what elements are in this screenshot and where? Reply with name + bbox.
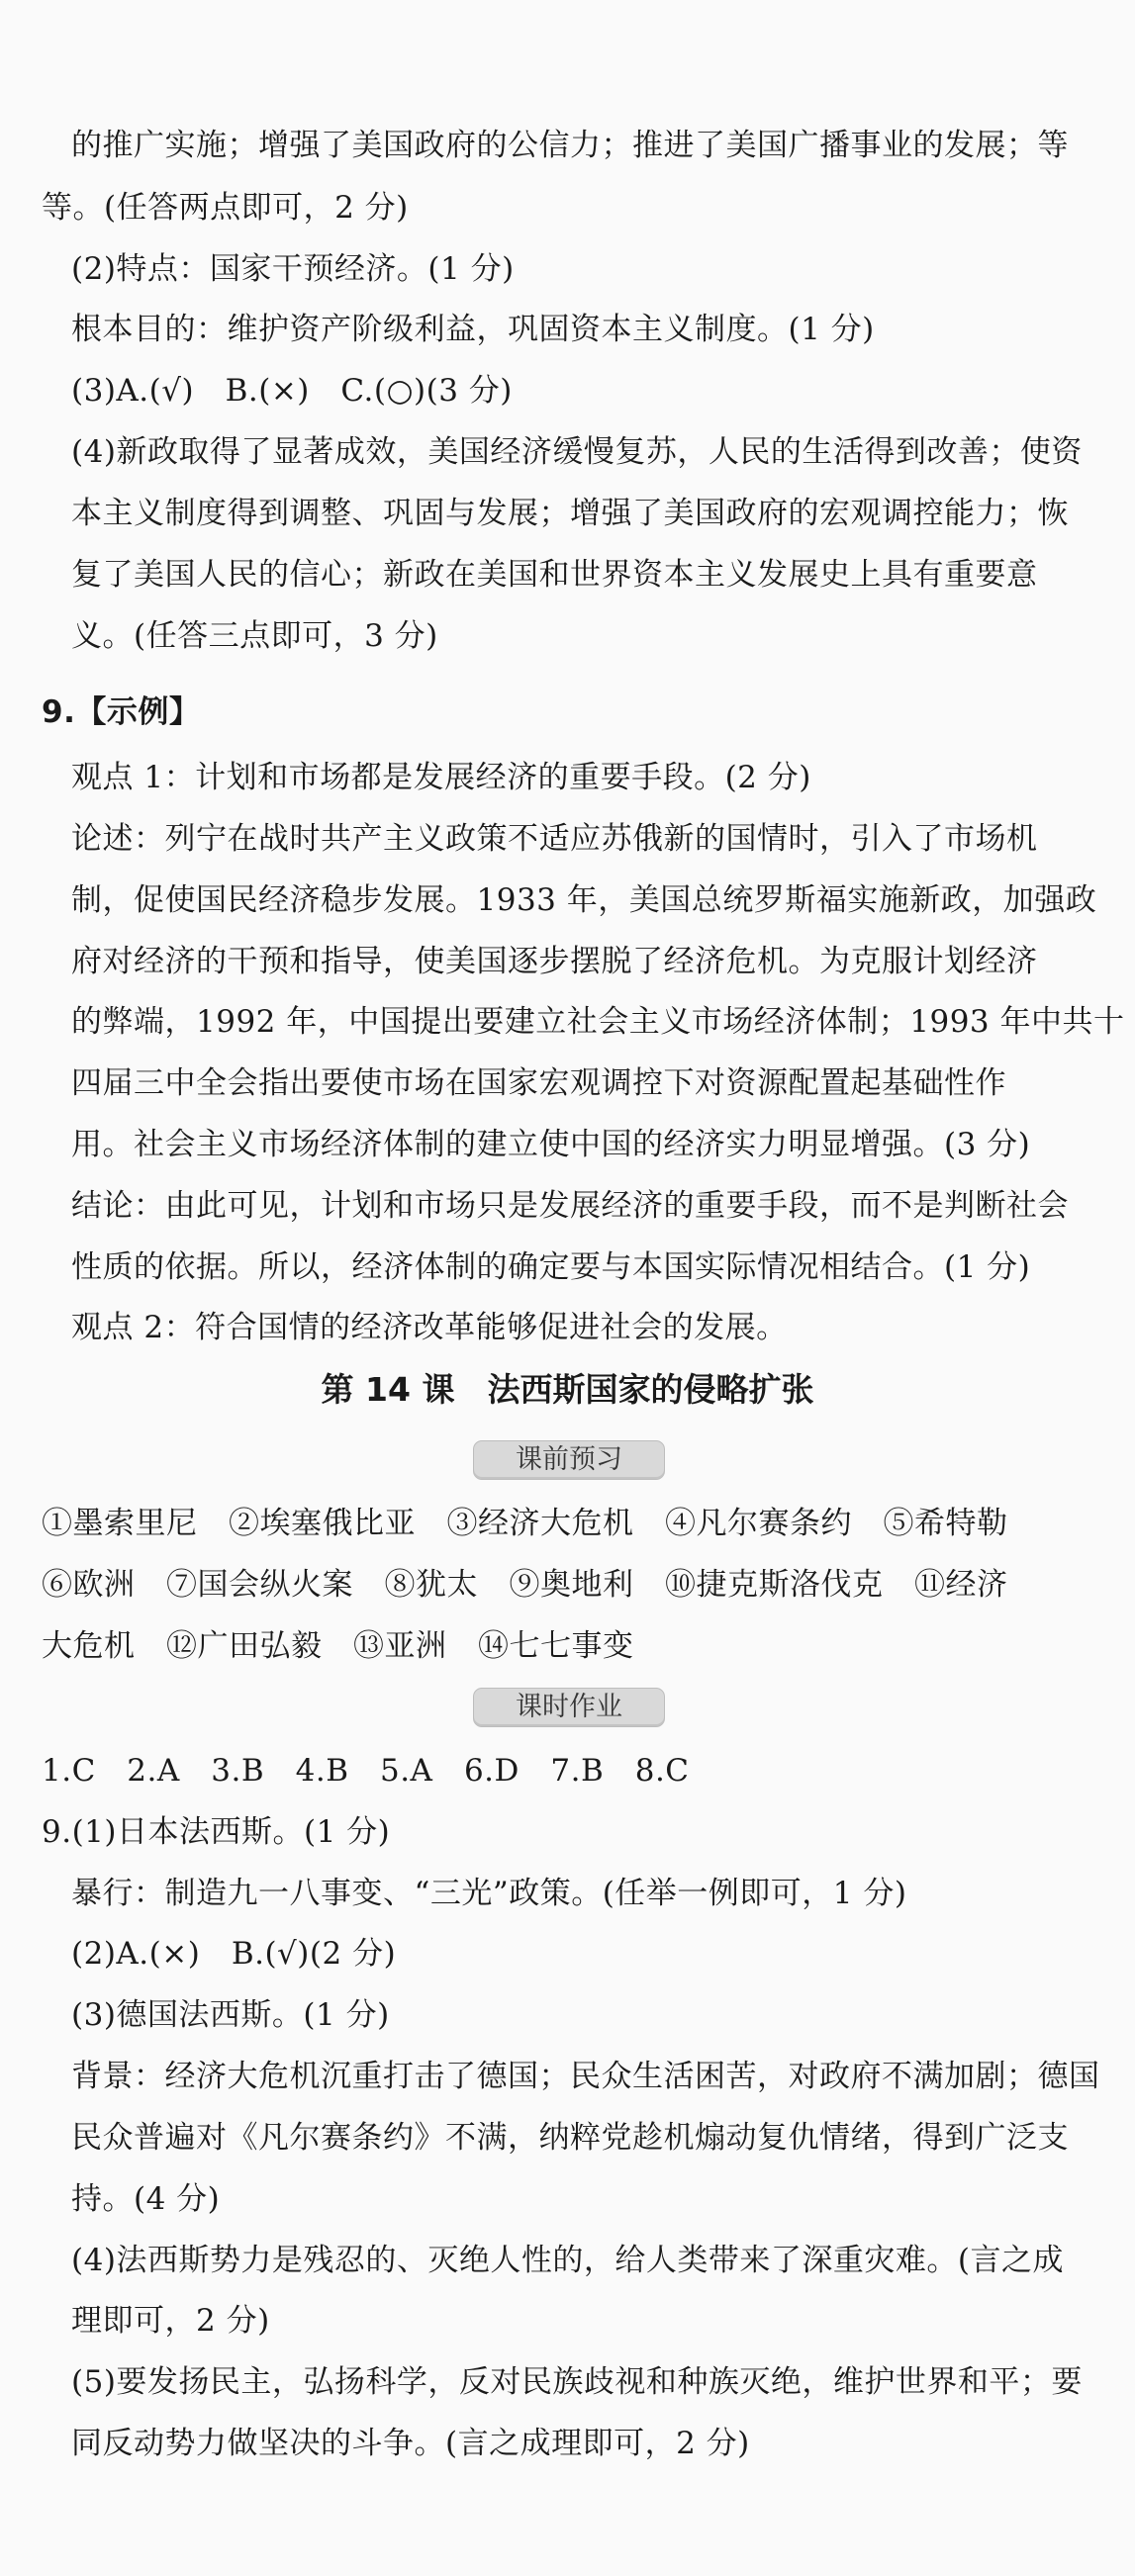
text-line: 9.(1)日本法西斯。(1 分) bbox=[42, 1814, 391, 1850]
text-line: 同反动势力做坚决的斗争。(言之成理即可，2 分) bbox=[71, 2426, 750, 2461]
text-line: (4)新政取得了显著成效，美国经济缓慢复苏，人民的生活得到改善；使资 bbox=[71, 434, 1083, 470]
text-line: (2)A.(×) B.(√)(2 分) bbox=[71, 1936, 397, 1972]
question-heading: 9.【示例】 bbox=[42, 694, 201, 730]
text-line: 持。(4 分) bbox=[71, 2181, 221, 2217]
text-line: (2)特点：国家干预经济。(1 分) bbox=[71, 251, 515, 287]
text-line: 暴行：制造九一八事变、“三光”政策。(任举一例即可，1 分) bbox=[71, 1876, 907, 1911]
text-line: 的弊端，1992 年，中国提出要建立社会主义市场经济体制；1993 年中共十 bbox=[71, 1004, 1125, 1040]
text-line: 四届三中全会指出要使市场在国家宏观调控下对资源配置起基础性作 bbox=[71, 1065, 1006, 1101]
text-line: 本主义制度得到调整、巩固与发展；增强了美国政府的宏观调控能力；恢 bbox=[71, 496, 1069, 531]
text-line: 结论：由此可见，计划和市场只是发展经济的重要手段，而不是判断社会 bbox=[71, 1188, 1069, 1224]
text-line: 大危机 ⑫广田弘毅 ⑬亚洲 ⑭七七事变 bbox=[42, 1628, 634, 1664]
text-line: 民众普遍对《凡尔赛条约》不满，纳粹党趁机煽动复仇情绪，得到广泛支 bbox=[71, 2120, 1069, 2156]
text-line: 理即可，2 分) bbox=[71, 2303, 270, 2339]
text-line: 观点 1：计划和市场都是发展经济的重要手段。(2 分) bbox=[71, 760, 811, 795]
text-line: (5)要发扬民主，弘扬科学，反对民族歧视和种族灭绝，维护世界和平；要 bbox=[71, 2364, 1083, 2400]
text-line: 用。社会主义市场经济体制的建立使中国的经济实力明显增强。(3 分) bbox=[71, 1127, 1031, 1162]
text-line: 性质的依据。所以，经济体制的确定要与本国实际情况相结合。(1 分) bbox=[71, 1249, 1031, 1285]
text-line: 府对经济的干预和指导，使美国逐步摆脱了经济危机。为克服计划经济 bbox=[71, 944, 1038, 979]
text-line: 根本目的：维护资产阶级利益，巩固资本主义制度。(1 分) bbox=[71, 312, 875, 347]
text-line: 义。(任答三点即可，3 分) bbox=[71, 618, 438, 654]
answer-line: 1.C 2.A 3.B 4.B 5.A 6.D 7.B 8.C bbox=[42, 1753, 690, 1789]
text-line: 背景：经济大危机沉重打击了德国；民众生活困苦，对政府不满加剧；德国 bbox=[71, 2059, 1100, 2094]
text-line: 观点 2：符合国情的经济改革能够促进社会的发展。 bbox=[71, 1310, 788, 1345]
text-line: (4)法西斯势力是残忍的、灭绝人性的，给人类带来了深重灾难。(言之成 bbox=[71, 2243, 1065, 2278]
text-line: 制，促使国民经济稳步发展。1933 年，美国总统罗斯福实施新政，加强政 bbox=[71, 882, 1097, 918]
text-line: ⑥欧洲 ⑦国会纵火案 ⑧犹太 ⑨奥地利 ⑩捷克斯洛伐克 ⑪经济 bbox=[42, 1567, 1008, 1603]
homework-badge: 课时作业 bbox=[473, 1688, 665, 1727]
lesson-title: 第 14 课 法西斯国家的侵略扩张 bbox=[321, 1370, 814, 1409]
text-line: 复了美国人民的信心；新政在美国和世界资本主义发展史上具有重要意 bbox=[71, 557, 1038, 593]
text-line: 论述：列宁在战时共产主义政策不适应苏俄新的国情时，引入了市场机 bbox=[71, 821, 1038, 857]
text-line: (3)A.(√) B.(×) C.(○)(3 分) bbox=[71, 373, 513, 409]
text-line: (3)德国法西斯。(1 分) bbox=[71, 1997, 390, 2033]
text-line: ①墨索里尼 ②埃塞俄比亚 ③经济大危机 ④凡尔赛条约 ⑤希特勒 bbox=[42, 1506, 1008, 1541]
text-line: 等。(任答两点即可，2 分) bbox=[42, 190, 409, 226]
text-line: 的推广实施；增强了美国政府的公信力；推进了美国广播事业的发展；等 bbox=[71, 128, 1069, 163]
preview-badge: 课前预习 bbox=[473, 1440, 665, 1480]
